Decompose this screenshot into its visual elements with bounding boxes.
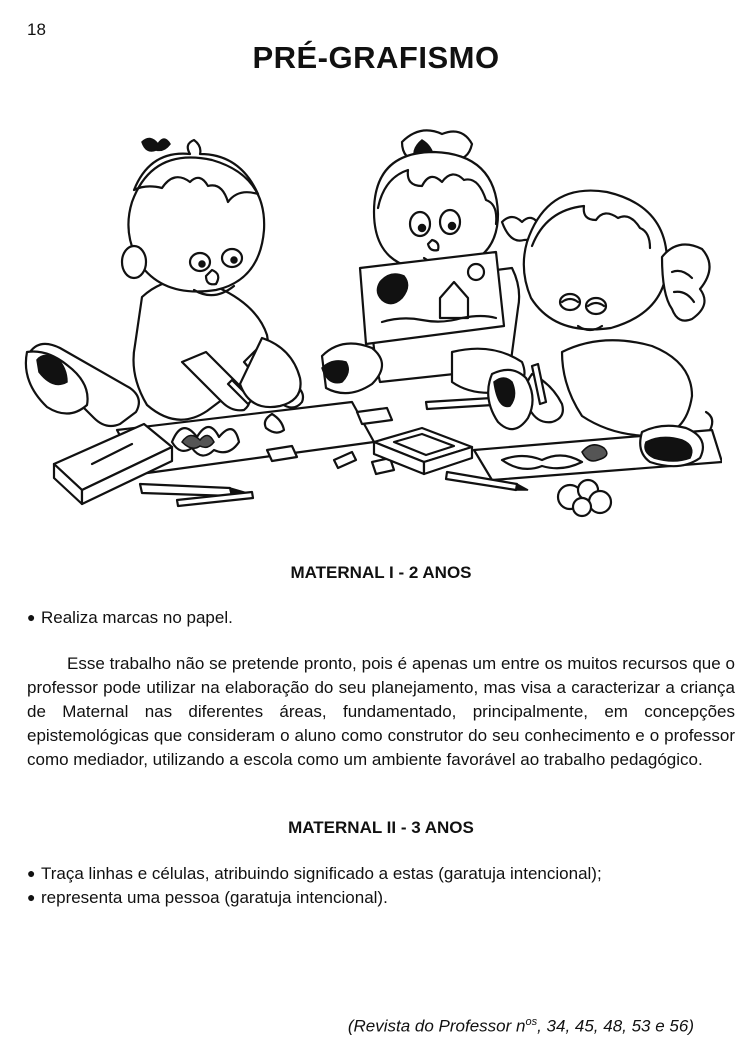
section-heading-maternal-2: MATERNAL II - 3 ANOS bbox=[288, 818, 474, 837]
children-drawing-icon bbox=[22, 112, 722, 532]
citation-suffix: , 34, 45, 48, 53 e 56) bbox=[537, 1016, 694, 1036]
bullet-text: Traça linhas e células, atribuindo significado a estas (garatuja intencional); bbox=[41, 864, 602, 883]
citation bbox=[348, 1016, 694, 1037]
page-number: 18 bbox=[27, 20, 46, 39]
citation-prefix: (Revista do Professor n bbox=[347, 1016, 526, 1036]
page-title: PRÉ-GRAFISMO bbox=[252, 40, 500, 75]
list-item bbox=[27, 888, 388, 908]
section-heading-maternal-1: MATERNAL I - 2 ANOS bbox=[290, 563, 472, 582]
bullet-icon: ● bbox=[27, 889, 36, 905]
list-item bbox=[27, 864, 602, 884]
bullet-text: Realiza marcas no papel. bbox=[41, 608, 233, 627]
citation-superscript: os bbox=[525, 1016, 538, 1028]
intro-paragraph bbox=[27, 652, 735, 772]
bullet-text: representa uma pessoa (garatuja intencional). bbox=[41, 888, 388, 907]
bullet-icon: ● bbox=[27, 865, 36, 881]
bullet-icon: ● bbox=[27, 609, 36, 625]
paragraph-text: Esse trabalho não se pretende pronto, pois é apenas um entre os muitos recursos que o professor pode utilizar na elaboração do seu planejamento, mas visa a caracterizar a criança de Maternal nas diferentes áreas, fundamentado, principalmente, em concepções epistemológicas que consideram o aluno como construtor do seu conhecimento e o professor como mediador, utilizando a escola como um ambiente favorável ao trabalho pedagógico. bbox=[27, 654, 735, 769]
list-item bbox=[27, 608, 233, 628]
